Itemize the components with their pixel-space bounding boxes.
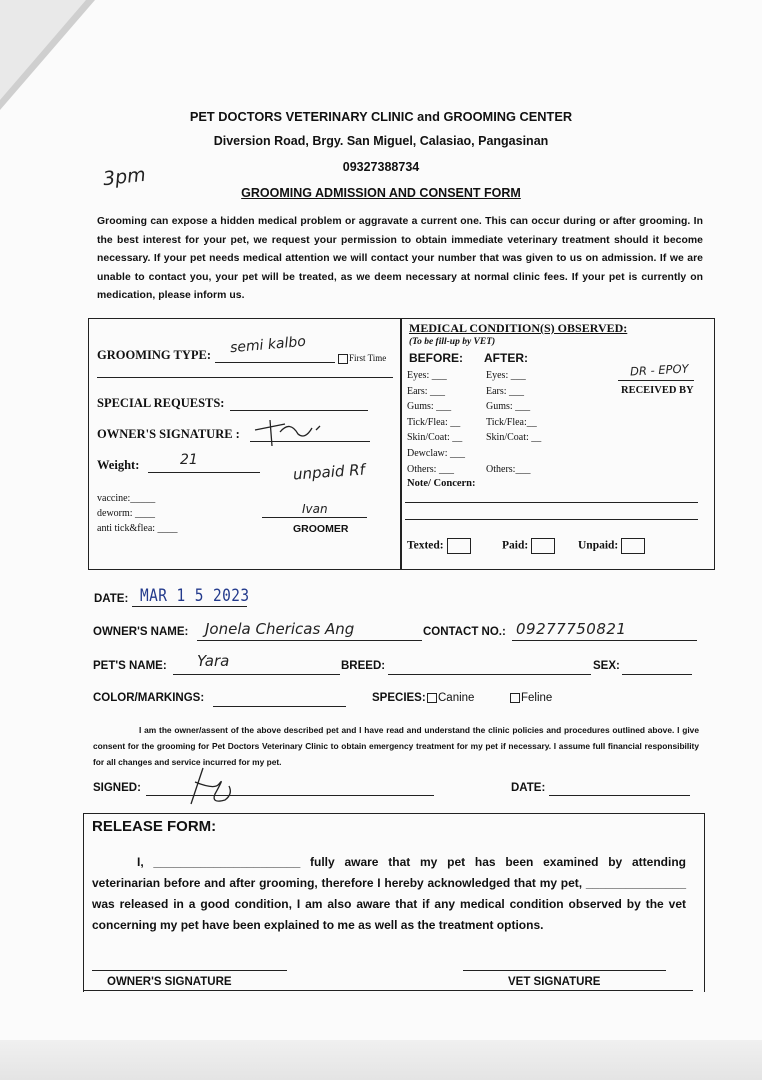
before-item: Gums: ___ — [407, 401, 452, 413]
after-item — [486, 446, 541, 462]
owner-release-signature-label: OWNER'S SIGNATURE — [107, 976, 232, 988]
sex-label: SEX: — [593, 660, 620, 672]
consent-paragraph: I am the owner/assent of the above described pet and I have read and understand the clinic policies and procedures outlined above. I give consent for the grooming for Pet Doctors Veterinary Clinic to obtain emergency treatment for my pet if necessary. I assume full financial responsibility for all changes and service incurred for my pet. — [93, 725, 699, 767]
owner-name-line — [197, 640, 422, 641]
weight-line — [148, 472, 260, 473]
contact-line — [512, 640, 697, 641]
anti-tick-label: anti tick&flea: ____ — [97, 523, 178, 534]
before-item: Dewclaw: ___ — [407, 447, 466, 459]
vaccine-label: vaccine:_____ — [97, 493, 156, 504]
received-by-line — [618, 380, 694, 381]
texted-label: Texted: — [407, 539, 444, 552]
vet-signature-label: VET SIGNATURE — [508, 976, 601, 988]
canine-option[interactable] — [427, 692, 474, 704]
texted-field[interactable] — [407, 538, 471, 554]
folded-corner-inner — [0, 0, 86, 100]
owner-signature-scribble — [250, 410, 330, 450]
breed-label: BREED: — [341, 660, 386, 672]
weight-label: Weight: — [97, 458, 140, 472]
owner-name-value[interactable]: Jonela Chericas Ang — [205, 620, 355, 638]
before-label: BEFORE: — [409, 351, 463, 365]
received-by-label: RECEIVED BY — [621, 385, 694, 396]
after-item: Skin/Coat: __ — [486, 432, 542, 444]
clinic-address: Diversion Road, Brgy. San Miguel, Calasiao, Pangasinan — [213, 134, 549, 148]
breed-line — [388, 674, 591, 675]
date-line — [132, 606, 247, 607]
special-requests-label: SPECIAL REQUESTS: — [97, 396, 225, 410]
feline-checkbox[interactable] — [510, 693, 520, 703]
after-item: Eyes: ___ — [486, 370, 526, 381]
after-item: Gums: ___ — [486, 401, 531, 413]
clinic-phone: 09327388734 — [342, 160, 420, 174]
box-divider — [400, 319, 402, 569]
groomer-name[interactable]: Ivan — [302, 502, 328, 516]
note-line-2 — [405, 519, 698, 520]
grooming-type-line — [215, 362, 335, 363]
before-items — [407, 368, 465, 477]
after-item: Others:___ — [486, 463, 531, 475]
after-items — [486, 368, 541, 477]
medical-condition-subtitle: (To be fill-up by VET) — [409, 337, 496, 347]
pet-name-line — [173, 674, 340, 675]
medical-condition-title: MEDICAL CONDITION(S) OBSERVED: — [409, 321, 628, 335]
color-markings-label: COLOR/MARKINGS: — [93, 692, 205, 704]
owner-consent-signature — [185, 764, 245, 808]
before-item: Skin/Coat: __ — [407, 432, 463, 444]
first-time-box[interactable] — [338, 354, 348, 364]
feline-option[interactable] — [510, 692, 552, 704]
after-item: Ears: ___ — [486, 385, 525, 397]
vet-signature-line — [463, 970, 666, 971]
after-label: AFTER: — [484, 351, 528, 365]
date-stamp[interactable]: MAR 1 5 2023 — [140, 586, 250, 606]
unpaid-field[interactable] — [578, 538, 645, 554]
before-item: Ears: ___ — [407, 385, 446, 397]
owner-signature-label: OWNER'S SIGNATURE : — [97, 427, 240, 441]
first-time-checkbox[interactable] — [338, 353, 386, 364]
release-bottom-line — [83, 990, 693, 991]
grooming-extra-line — [97, 377, 393, 378]
before-item: Eyes: ___ — [407, 370, 447, 381]
feline-label: Feline — [521, 692, 553, 704]
canine-checkbox[interactable] — [427, 693, 437, 703]
grooming-type-label: GROOMING TYPE: — [97, 348, 212, 362]
signed-date-label: DATE: — [511, 782, 546, 794]
contact-label: CONTACT NO.: — [423, 626, 506, 638]
release-paragraph: I, ______________________ fully aware that my pet has been examined by attending veterinarian before and after grooming, therefore I hereby acknowledged that my pet, _______________ was released in a good condition, I am also aware that if any medical condition observed by the vet concerning my pet have been explained to me as well as the treatment options. — [92, 855, 686, 932]
groomer-line — [262, 517, 367, 518]
signed-date-line — [549, 795, 690, 796]
scan-shadow — [0, 1040, 762, 1080]
before-item: Tick/Flea: __ — [407, 416, 461, 428]
owner-name-label: OWNER'S NAME: — [93, 626, 189, 638]
canine-label: Canine — [438, 692, 475, 704]
owner-release-signature-line — [92, 970, 287, 971]
after-item: Tick/Flea:__ — [486, 416, 537, 428]
unpaid-checkbox[interactable] — [621, 538, 645, 554]
pet-name-label: PET'S NAME: — [93, 660, 167, 672]
note-label: Note/ Concern: — [407, 478, 476, 489]
note-line-1 — [405, 502, 698, 503]
unpaid-note: unpaid Rf — [292, 460, 366, 484]
texted-checkbox[interactable] — [447, 538, 471, 554]
species-label: SPECIES: — [372, 692, 426, 704]
sex-line — [622, 674, 692, 675]
weight-value[interactable]: 21 — [180, 452, 198, 468]
contact-value[interactable]: 09277750821 — [516, 620, 627, 638]
before-item: Others: ___ — [407, 463, 454, 475]
intro-paragraph: Grooming can expose a hidden medical problem or aggravate a current one. This can occur during or after grooming. In the best interest for your pet, we request your permission to obtain immediate veterinary treatment should it become necessary. If your pet needs medical attention we will contact your number that was given to us on admission. If we are unable to contact you, your pet will be treated, as we deem necessary at normal clinic fees. If your pet is currently on medication, please inform us. — [97, 216, 703, 302]
grooming-type-value[interactable]: semi kalbo — [229, 333, 307, 357]
paid-checkbox[interactable] — [531, 538, 555, 554]
pet-name-value[interactable]: Yara — [197, 652, 230, 670]
release-title: RELEASE FORM: — [92, 818, 217, 835]
paid-field[interactable] — [502, 538, 555, 554]
first-time-label: First Time — [349, 353, 387, 363]
form-title: GROOMING ADMISSION AND CONSENT FORM — [241, 186, 521, 200]
groomer-label: GROOMER — [293, 523, 349, 535]
handwritten-time: 3pm — [101, 163, 147, 191]
received-by-value[interactable]: DR - EPOY — [629, 361, 689, 379]
unpaid-label: Unpaid: — [578, 539, 619, 552]
paid-label: Paid: — [502, 539, 529, 552]
date-label: DATE: — [94, 593, 129, 605]
color-markings-line — [213, 706, 346, 707]
deworm-label: deworm: ____ — [97, 508, 156, 519]
clinic-name: PET DOCTORS VETERINARY CLINIC and GROOMING CENTER — [189, 109, 573, 124]
signed-label: SIGNED: — [93, 782, 141, 794]
